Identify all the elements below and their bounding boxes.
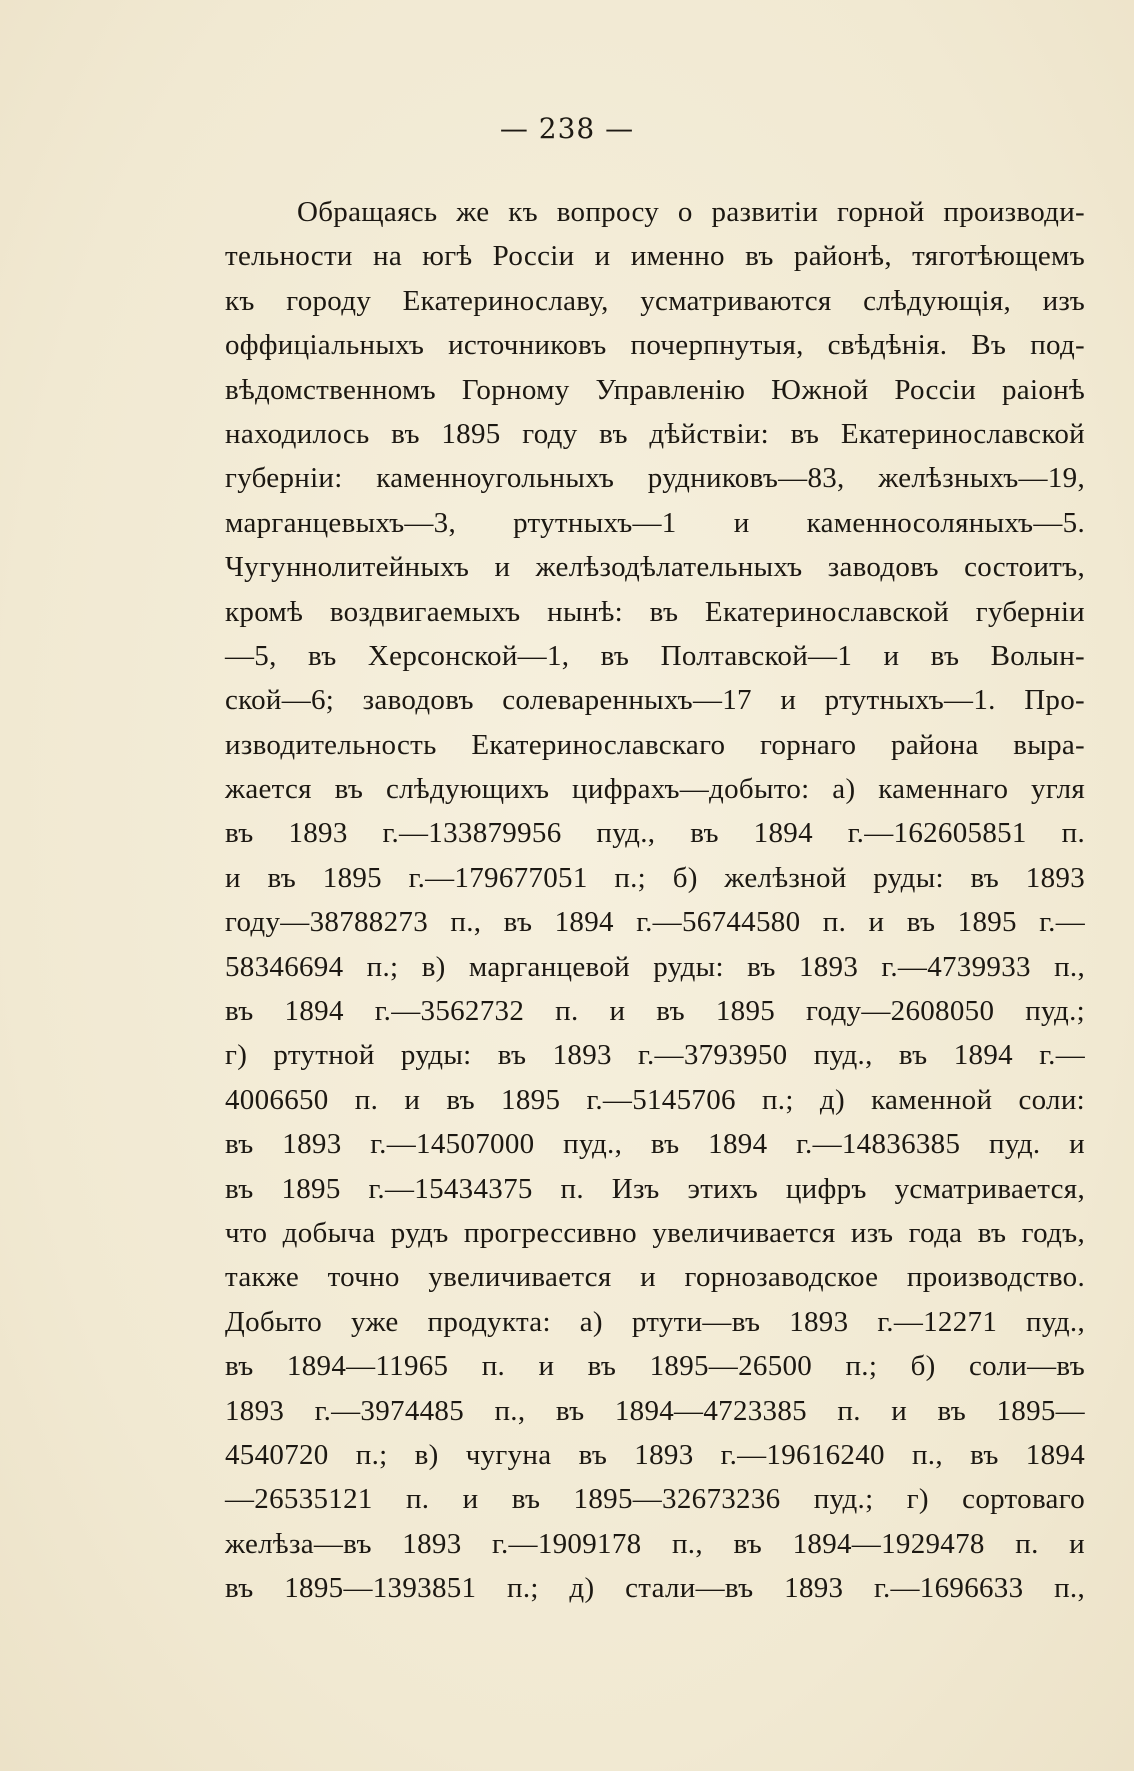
text-line: въ 1895—1393851 п.; д) стали—въ 1893 г.—1696633 п., (225, 1572, 1085, 1605)
text-line: находилось въ 1895 году въ дѣйствіи: въ Екатеринославской (225, 417, 1085, 450)
text-line: въ 1894—11965 п. и въ 1895—26500 п.; б) соли—въ (225, 1350, 1085, 1383)
text-line: 1893 г.—3974485 п., въ 1894—4723385 п. и въ 1895— (225, 1394, 1085, 1427)
text-line: кромѣ воздвигаемыхъ нынѣ: въ Екатеринославской губерніи (225, 595, 1085, 628)
text-line: тельности на югѣ Россіи и именно въ районѣ, тяготѣющемъ (225, 240, 1085, 273)
text-line: г) ртутной руды: въ 1893 г.—3793950 пуд., въ 1894 г.— (225, 1039, 1085, 1072)
text-line: въ 1895 г.—15434375 п. Изъ этихъ цифръ усматривается, (225, 1172, 1085, 1205)
text-line: 58346694 п.; в) марганцевой руды: въ 1893 г.—4739933 п., (225, 950, 1085, 983)
text-line: Добыто уже продукта: а) ртути—въ 1893 г.—12271 пуд., (225, 1305, 1085, 1338)
text-line: вѣдомственномъ Горному Управленію Южной Россіи раіонѣ (225, 373, 1085, 406)
page-number: — 238 — (499, 112, 635, 145)
text-line: жается въ слѣдующихъ цифрахъ—добыто: а) каменнаго угля (225, 773, 1085, 806)
text-line: и въ 1895 г.—179677051 п.; б) желѣзной руды: въ 1893 (225, 861, 1085, 894)
text-line: также точно увеличивается и горнозаводское производство. (225, 1261, 1085, 1294)
text-line: въ 1893 г.—14507000 пуд., въ 1894 г.—14836385 пуд. и (225, 1128, 1085, 1161)
text-line: 4006650 п. и въ 1895 г.—5145706 п.; д) каменной соли: (225, 1083, 1085, 1116)
text-line: марганцевыхъ—3, ртутныхъ—1 и каменносоляныхъ—5. (225, 506, 1085, 539)
body-text (225, 190, 1085, 1611)
text-line: что добыча рудъ прогрессивно увеличивается изъ года въ годъ, (225, 1216, 1085, 1249)
text-line: Чугуннолитейныхъ и желѣзодѣлательныхъ заводовъ состоитъ, (225, 551, 1085, 584)
text-line: Обращаясь же къ вопросу о развитіи горной производи- (297, 196, 1085, 228)
text-line: въ 1894 г.—3562732 п. и въ 1895 году—2608050 пуд.; (225, 995, 1085, 1028)
text-line: въ 1893 г.—133879956 пуд., въ 1894 г.—162605851 п. (225, 817, 1085, 850)
text-line: желѣза—въ 1893 г.—1909178 п., въ 1894—1929478 п. и (225, 1527, 1085, 1560)
text-line: —26535121 п. и въ 1895—32673236 пуд.; г) сортоваго (225, 1483, 1085, 1516)
text-line: ской—6; заводовъ солеваренныхъ—17 и ртутныхъ—1. Про- (225, 684, 1085, 717)
text-line: году—38788273 п., въ 1894 г.—56744580 п. и въ 1895 г.— (225, 906, 1085, 939)
text-line: —5, въ Херсонской—1, въ Полтавской—1 и въ Волын- (225, 639, 1085, 672)
text-line: оффиціальныхъ источниковъ почерпнутыя, свѣдѣнія. Въ под- (225, 329, 1085, 362)
text-line: 4540720 п.; в) чугуна въ 1893 г.—19616240 п., въ 1894 (225, 1438, 1085, 1471)
text-line: губерніи: каменноугольныхъ рудниковъ—83, желѣзныхъ—19, (225, 462, 1085, 495)
text-line: изводительность Екатеринославскаго горнаго района выра- (225, 728, 1085, 761)
text-line: къ городу Екатеринославу, усматриваются слѣдующія, изъ (225, 284, 1085, 317)
